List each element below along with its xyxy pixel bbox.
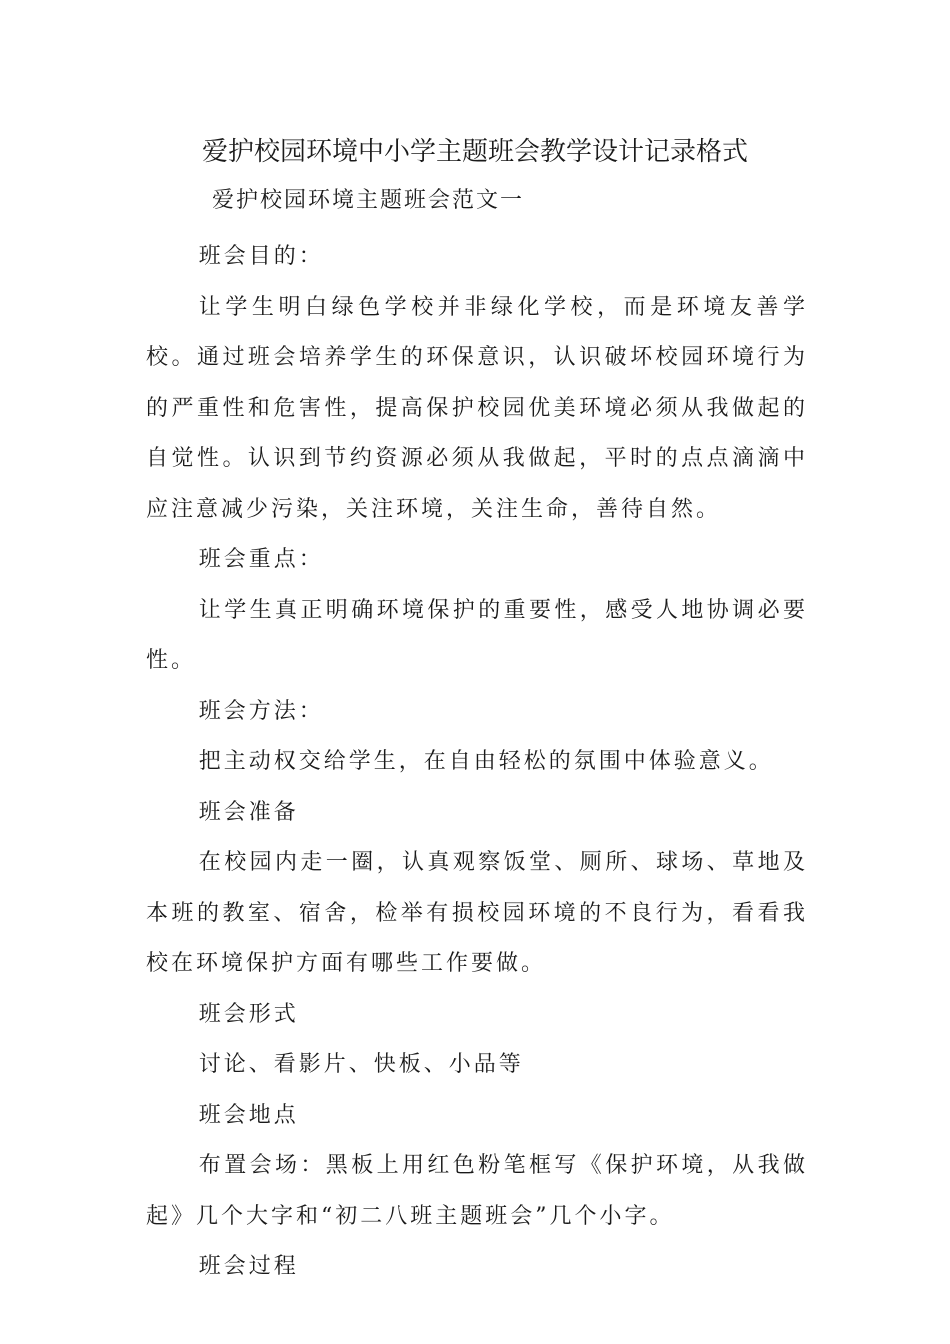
paragraph-method: 把主动权交给学生，在自由轻松的氛围中体验意义。: [198, 749, 774, 774]
paragraph-purpose: 让学生明白绿色学校并非绿化学校，而是环境友善学校。通过班会培养学生的环保意识，认识破坏校园环境行为的严重性和危害性，提高保护校园优美环境必须从我做起的自觉性。认识到节约资源必须从我做起，平时的点点滴滴中应注意减少污染，关注环境，关注生命，善待自然。: [146, 294, 808, 522]
heading-purpose: 班会目的：: [198, 244, 324, 269]
heading-process: 班会过程: [198, 1254, 299, 1279]
heading-location: 班会地点: [198, 1102, 299, 1128]
heading-focus: 班会重点：: [198, 547, 324, 572]
document-title: 爱护校园环境中小学主题班会教学设计记录格式: [201, 137, 748, 167]
heading-form: 班会形式: [198, 1001, 299, 1027]
paragraph-form: 讨论、看影片、快板、小品等: [198, 1052, 524, 1077]
paragraph-preparation: 在校园内走一圈，认真观察饭堂、厕所、球场、草地及本班的教室、宿舍，检举有损校园环境的不良行为，看看我校在环境保护方面有哪些工作要做。: [146, 850, 808, 976]
heading-preparation: 班会准备: [198, 799, 299, 825]
paragraph-focus: 让学生真正明确环境保护的重要性，感受人地协调必要性。: [146, 597, 808, 673]
document-body: [146, 232, 808, 1293]
paragraph-location: 布置会场：黑板上用红色粉笔框写《保护环境，从我做起》几个大字和“初二八班主题班会”几个小字。: [146, 1153, 808, 1229]
heading-method: 班会方法：: [198, 698, 324, 724]
document-subtitle: 爱护校园环境主题班会范文一: [212, 188, 525, 213]
